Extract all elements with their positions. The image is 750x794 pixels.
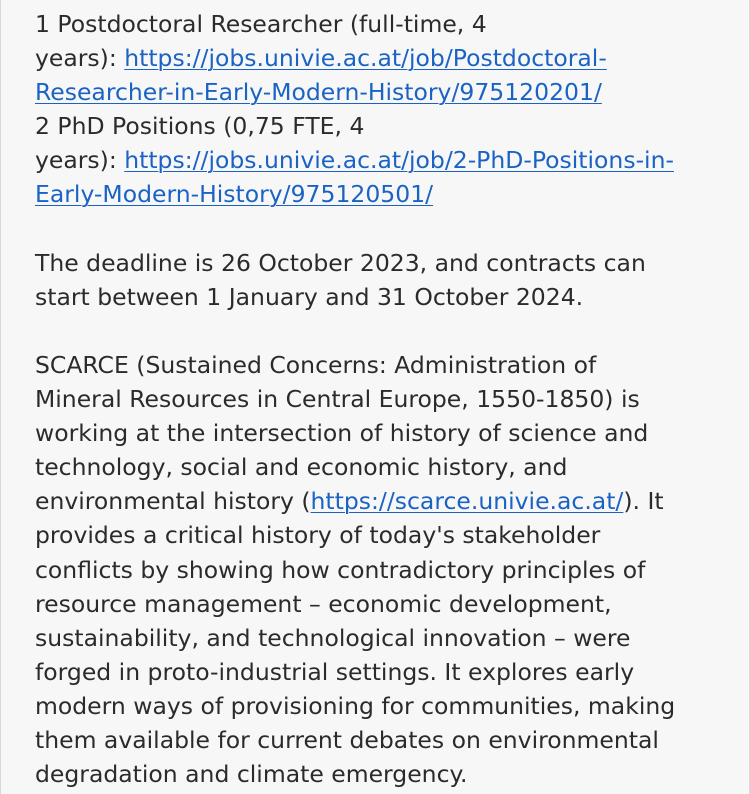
phd-years-label: years):: [35, 146, 125, 175]
description-line: provides a critical history of today's stakeholder: [35, 521, 601, 550]
description-line: SCARCE (Sustained Concerns: Administration of: [35, 350, 597, 379]
phd-position-text: 2 PhD Positions (0,75 FTE, 4: [35, 112, 365, 141]
description-line: working at the intersection of history of science and: [35, 419, 649, 448]
description-line: resource management – economic development,: [35, 589, 612, 618]
postdoc-position-text: 1 Postdoctoral Researcher (full-time, 4: [35, 10, 487, 38]
environmental-history-text: environmental history (: [35, 487, 311, 516]
postdoc-position-link-line: [35, 41, 725, 75]
description-line: sustainability, and technological innovation – were: [35, 623, 631, 652]
postdoc-job-link-continuation[interactable]: Researcher-in-Early-Modern-History/975120201/: [35, 78, 602, 107]
phd-position-link-continuation: [35, 177, 725, 211]
message-body: [35, 7, 725, 791]
description-line: degradation and climate emergency.: [35, 760, 468, 789]
phd-position-link-line: [35, 143, 725, 177]
description-line: them available for current debates on environmental: [35, 725, 659, 754]
description-line: conflicts by showing how contradictory principles of: [35, 555, 646, 584]
description-line: technology, social and economic history, and: [35, 453, 568, 482]
contract-start-text-line: start between 1 January and 31 October 2024.: [35, 282, 584, 311]
postdoc-position-link-continuation: [35, 75, 725, 109]
description-line: modern ways of provisioning for communities, making: [35, 691, 676, 720]
postdoc-years-label: years):: [35, 44, 125, 73]
paragraph-gap: [35, 314, 725, 348]
paragraph-gap: [35, 212, 725, 246]
deadline-text-line: The deadline is 26 October 2023, and contracts can: [35, 248, 646, 277]
scarce-website-link[interactable]: https://scarce.univie.ac.at/: [310, 487, 624, 516]
postdoc-job-link[interactable]: https://jobs.univie.ac.at/job/Postdoctoral-: [124, 44, 607, 73]
description-line: forged in proto-industrial settings. It explores early: [35, 657, 635, 686]
description-link-suffix: ). It: [623, 487, 664, 516]
description-line: Mineral Resources in Central Europe, 1550-1850) is: [35, 385, 640, 414]
phd-job-link[interactable]: https://jobs.univie.ac.at/job/2-PhD-Positions-in-: [124, 146, 674, 175]
phd-job-link-continuation[interactable]: Early-Modern-History/975120501/: [35, 180, 434, 209]
description-link-line: [35, 484, 725, 518]
